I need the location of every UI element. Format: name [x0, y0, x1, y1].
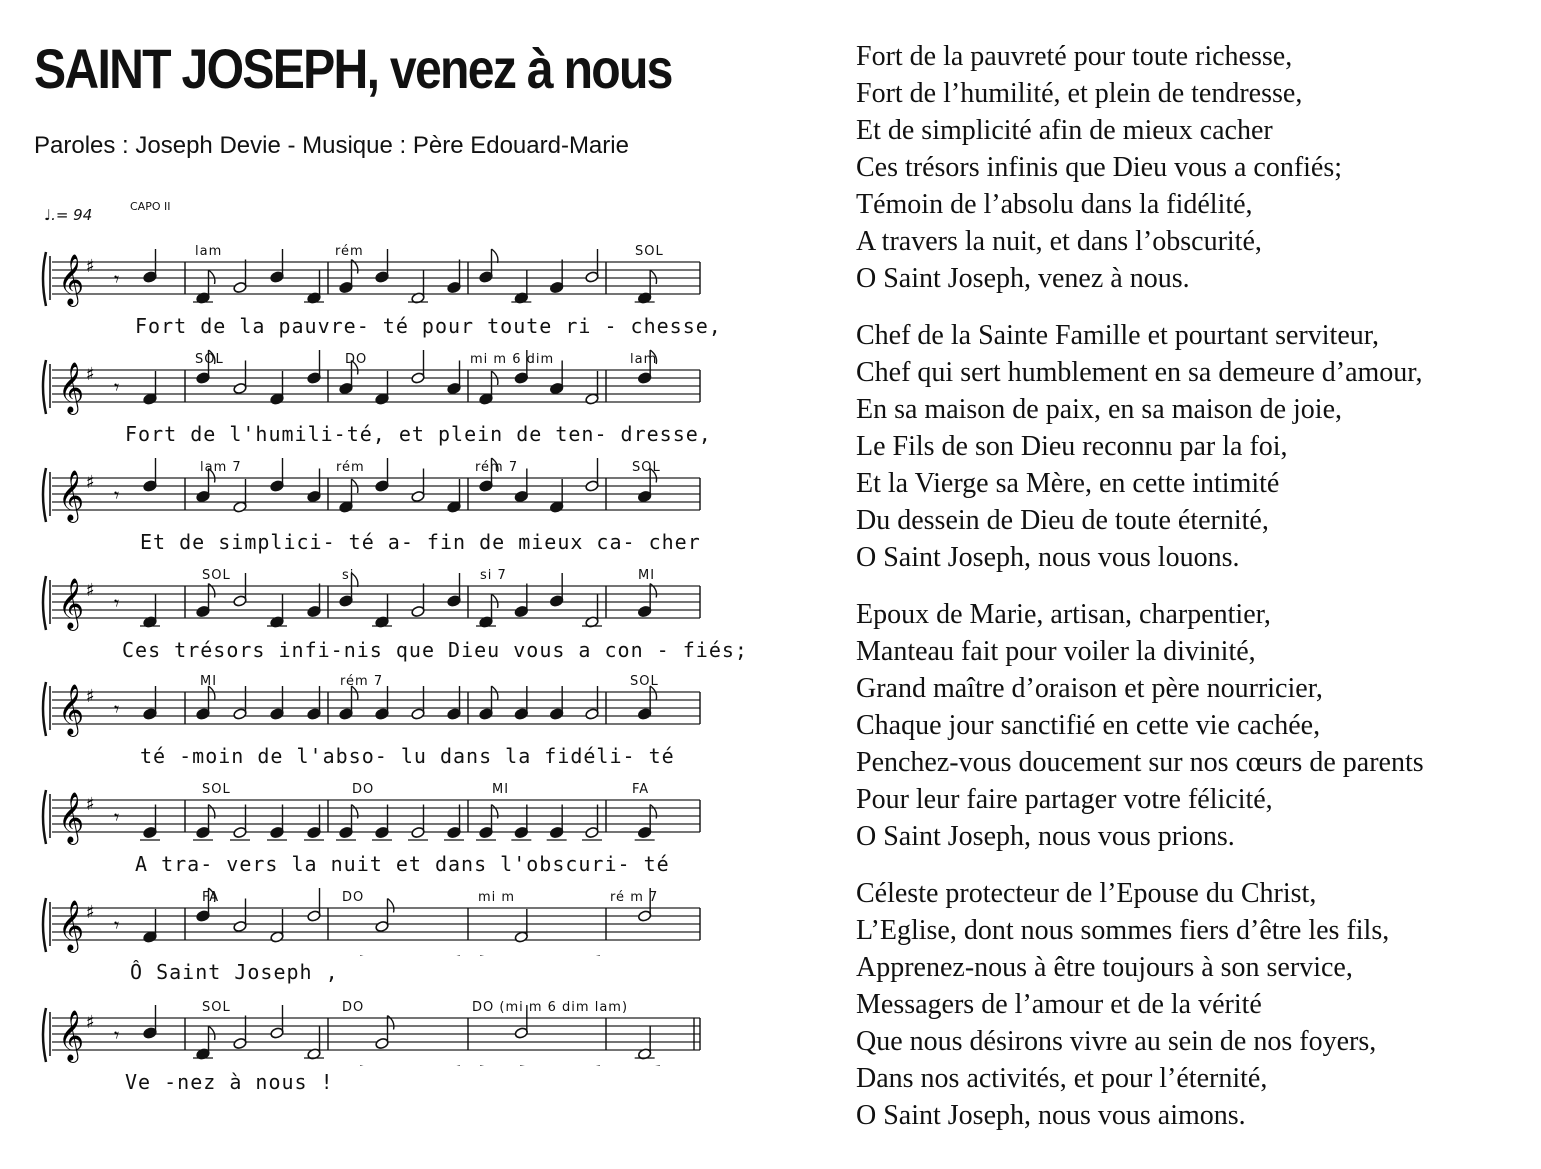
chord-symbol: SOL: [202, 568, 231, 583]
system-bracket: [43, 898, 46, 952]
chord-symbol: lam: [195, 244, 223, 259]
lyric-line: Fort de la pauvre- té pour toute ri - chesse,: [135, 314, 722, 338]
treble-clef-icon: 𝄞: [58, 578, 85, 629]
verses-text: [856, 38, 1526, 1154]
rest-icon: 𝄾: [114, 483, 120, 507]
verse-line: En sa maison de paix, en sa maison de joie,: [856, 394, 1342, 425]
system-bracket: [43, 1008, 46, 1062]
chord-symbol: lam: [630, 352, 658, 367]
stanza-4: [856, 875, 1526, 1134]
verse-line: Que nous désirons vivre au sein de nos foyers,: [856, 1026, 1377, 1057]
lyric-line: té -moin de l'abso- lu dans la fidéli- té: [140, 744, 675, 768]
music-system-5: [40, 670, 720, 770]
rest-icon: 𝄾: [114, 375, 120, 399]
verse-line: Témoin de l’absolu dans la fidélité,: [856, 189, 1253, 220]
music-system-3: [40, 456, 720, 556]
verse-line: Ces trésors infinis que Dieu vous a confiés;: [856, 152, 1343, 183]
capo-marking: CAPO II: [130, 200, 171, 213]
sharp-icon: ♯: [86, 472, 95, 493]
verse-line: Chaque jour sanctifié en cette vie cachée,: [856, 710, 1321, 741]
rest-icon: 𝄾: [114, 267, 120, 291]
verse-line: Penchez-vous doucement sur nos cœurs de parents: [856, 747, 1424, 778]
chord-symbol: ré m 7: [610, 890, 659, 905]
treble-clef-icon: 𝄞: [58, 470, 85, 521]
verse-line: Et de simplicité afin de mieux cacher: [856, 115, 1273, 146]
chord-symbol: MI: [638, 568, 656, 583]
lyric-line: Et de simplici- té a- fin de mieux ca- cher: [140, 530, 701, 554]
verse-line: L’Eglise, dont nous sommes fiers d’être les fils,: [856, 915, 1390, 946]
stanza-3: [856, 596, 1526, 855]
chord-symbol: MI: [200, 674, 218, 689]
system-bracket: [43, 360, 46, 414]
chord-symbol: DO: [342, 890, 365, 905]
verse-line: Chef qui sert humblement en sa demeure d’amour,: [856, 357, 1423, 388]
music-system-6: [40, 778, 720, 878]
verse-line: O Saint Joseph, nous vous aimons.: [856, 1100, 1246, 1131]
chord-symbol: si: [342, 568, 355, 583]
chord-symbol: DO: [342, 1000, 365, 1015]
system-bracket: [43, 576, 46, 630]
sharp-icon: ♯: [86, 686, 95, 707]
song-title: SAINT JOSEPH, venez à nous: [34, 37, 672, 100]
sharp-icon: ♯: [86, 902, 95, 923]
verse-line: Pour leur faire partager votre félicité,: [856, 784, 1273, 815]
verse-line: Apprenez-nous à être toujours à son service,: [856, 952, 1353, 983]
chord-symbol: MI: [492, 782, 510, 797]
sharp-icon: ♯: [86, 580, 95, 601]
verse-line: Fort de la pauvreté pour toute richesse,: [856, 41, 1293, 72]
system-bracket: [43, 252, 46, 306]
treble-clef-icon: 𝄞: [58, 792, 85, 843]
staff: [40, 348, 720, 418]
lyric-line: A tra- vers la nuit et dans l'obscuri- té: [135, 852, 670, 876]
chord-symbol: SOL: [635, 244, 664, 259]
verse-line: Dans nos activités, et pour l’éternité,: [856, 1063, 1268, 1094]
music-system-1: [40, 240, 720, 340]
treble-clef-icon: 𝄞: [58, 254, 85, 305]
verse-line: Fort de l’humilité, et plein de tendresse,: [856, 78, 1303, 109]
system-bracket: [43, 468, 46, 522]
staff: [40, 456, 720, 526]
system-bracket: [43, 682, 46, 736]
treble-clef-icon: 𝄞: [58, 900, 85, 951]
rest-icon: 𝄾: [114, 697, 120, 721]
verse-line: Messagers de l’amour et de la vérité: [856, 989, 1262, 1020]
rest-icon: 𝄾: [114, 1023, 120, 1047]
rest-icon: 𝄾: [114, 591, 120, 615]
music-system-2: [40, 348, 720, 448]
verse-line: O Saint Joseph, nous vous prions.: [856, 821, 1235, 852]
chord-symbol: rém 7: [475, 460, 519, 475]
lyric-line: Fort de l'humili-té, et plein de ten- dresse,: [125, 422, 712, 446]
music-system-4: [40, 564, 748, 664]
chord-symbol: SOL: [202, 1000, 231, 1015]
verse-line: Epoux de Marie, artisan, charpentier,: [856, 599, 1271, 630]
music-system-7: [40, 886, 720, 986]
stanza-1: [856, 38, 1526, 297]
system-bracket: [43, 790, 46, 844]
sharp-icon: ♯: [86, 1012, 95, 1033]
verse-line: A travers la nuit, et dans l’obscurité,: [856, 226, 1262, 257]
treble-clef-icon: 𝄞: [58, 684, 85, 735]
chord-symbol: SOL: [630, 674, 659, 689]
chord-symbol: FA: [202, 890, 220, 905]
stanza-2: [856, 317, 1526, 576]
sharp-icon: ♯: [86, 794, 95, 815]
chord-symbol: SOL: [632, 460, 661, 475]
chord-symbol: FA: [632, 782, 650, 797]
treble-clef-icon: 𝄞: [58, 362, 85, 413]
chord-symbol: mi m: [478, 890, 516, 905]
verse-line: Céleste protecteur de l’Epouse du Christ,: [856, 878, 1317, 909]
lyric-line: Ces trésors infi-nis que Dieu vous a con - fiés;: [122, 638, 748, 662]
sharp-icon: ♯: [86, 256, 95, 277]
staff: [40, 240, 720, 310]
lyric-line: Ve -nez à nous !: [125, 1070, 334, 1094]
verse-line: Grand maître d’oraison et père nourricier,: [856, 673, 1323, 704]
staff: [40, 778, 720, 848]
verse-line: Du dessein de Dieu de toute éternité,: [856, 505, 1269, 536]
verse-line: Le Fils de son Dieu reconnu par la foi,: [856, 431, 1288, 462]
chord-symbol: DO: [352, 782, 375, 797]
verse-line: Chef de la Sainte Famille et pourtant serviteur,: [856, 320, 1379, 351]
verse-line: O Saint Joseph, nous vous louons.: [856, 542, 1240, 573]
chord-symbol: SOL: [195, 352, 224, 367]
chord-symbol: lam 7: [200, 460, 242, 475]
staff: [40, 564, 720, 634]
chord-symbol: rém: [336, 460, 365, 475]
chord-symbol: si 7: [480, 568, 507, 583]
rest-icon: 𝄾: [114, 805, 120, 829]
chord-symbol: DO: [345, 352, 368, 367]
music-system-8: [40, 996, 720, 1096]
rest-icon: 𝄾: [114, 913, 120, 937]
chord-symbol: rém 7: [340, 674, 384, 689]
chord-symbol: mi m 6 dim: [470, 352, 555, 367]
tempo-marking: ♩.= 94: [44, 206, 93, 224]
chord-symbol: rém: [335, 244, 364, 259]
song-credits: Paroles : Joseph Devie - Musique : Père Edouard-Marie: [34, 132, 629, 159]
sharp-icon: ♯: [86, 364, 95, 385]
verse-line: Et la Vierge sa Mère, en cette intimité: [856, 468, 1280, 499]
lyric-line: Ô Saint Joseph ,: [130, 960, 339, 984]
verse-line: Manteau fait pour voiler la divinité,: [856, 636, 1256, 667]
chord-symbol: DO (mi m 6 dim lam): [472, 1000, 629, 1015]
treble-clef-icon: 𝄞: [58, 1010, 85, 1061]
verse-line: O Saint Joseph, venez à nous.: [856, 263, 1190, 294]
chord-symbol: SOL: [202, 782, 231, 797]
